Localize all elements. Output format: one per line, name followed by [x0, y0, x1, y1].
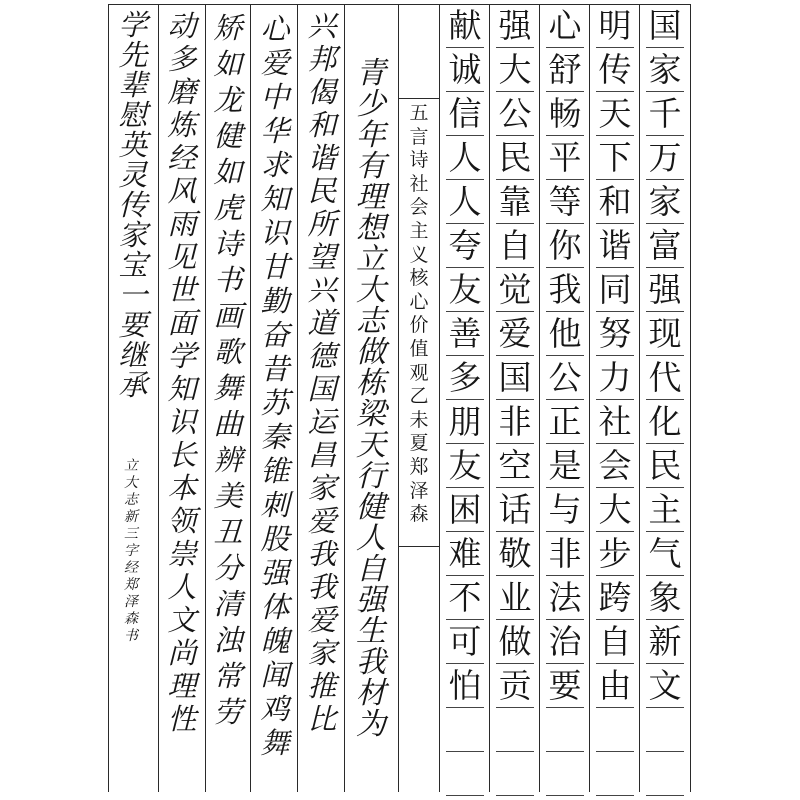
glyph: 心	[548, 6, 582, 45]
glyph: 跨	[598, 578, 632, 617]
grid-cell	[446, 708, 484, 752]
verse-column-1	[306, 10, 338, 736]
glyph: 爱	[307, 504, 337, 538]
glyph: 千	[648, 94, 682, 133]
glyph: 友	[448, 270, 482, 309]
poem-column-1	[646, 4, 684, 708]
glyph: 青	[356, 56, 386, 91]
glyph: 世	[167, 273, 197, 307]
glyph: 献	[448, 6, 482, 45]
column-rule	[297, 4, 298, 792]
glyph: 大	[124, 475, 138, 491]
glyph: 等	[548, 182, 582, 221]
glyph: 强	[648, 270, 682, 309]
glyph: 经	[167, 141, 197, 175]
glyph: 家	[307, 636, 337, 670]
glyph: 我	[307, 570, 337, 604]
glyph: 他	[548, 314, 582, 353]
glyph: 话	[498, 490, 532, 529]
glyph: 歌	[213, 335, 243, 369]
glyph: 和	[307, 108, 337, 142]
glyph: 锥	[260, 454, 290, 488]
glyph: 苏	[260, 386, 290, 420]
glyph: 自	[498, 226, 532, 265]
glyph: 刺	[260, 488, 290, 522]
glyph: 理	[356, 180, 386, 215]
glyph: 畅	[548, 94, 582, 133]
grid-line	[589, 4, 590, 792]
glyph: 知	[260, 182, 290, 216]
glyph: 我	[307, 537, 337, 571]
glyph: 谐	[598, 226, 632, 265]
glyph: 家	[648, 50, 682, 89]
glyph: 书	[124, 628, 138, 644]
glyph: 多	[167, 42, 197, 76]
glyph: 中	[260, 80, 290, 114]
glyph: 非	[498, 402, 532, 441]
glyph: 民	[307, 174, 337, 208]
glyph: 志	[356, 304, 386, 339]
grid-line	[639, 4, 640, 792]
glyph: 下	[598, 138, 632, 177]
glyph: 勤	[260, 284, 290, 318]
glyph: 不	[448, 578, 482, 617]
glyph: 德	[307, 339, 337, 373]
glyph: 求	[260, 148, 290, 182]
glyph: 字	[124, 543, 138, 559]
glyph: 魄	[260, 624, 290, 658]
grid-cell	[546, 708, 584, 752]
glyph: 是	[548, 446, 582, 485]
glyph: 年	[356, 118, 386, 153]
glyph: 怕	[448, 666, 482, 705]
glyph: 磨	[167, 75, 197, 109]
glyph: 大	[598, 490, 632, 529]
glyph: 爱	[498, 314, 532, 353]
glyph: 步	[598, 534, 632, 573]
glyph: 大	[356, 273, 386, 308]
glyph: 困	[448, 490, 482, 529]
glyph: 画	[213, 299, 243, 333]
glyph: 风	[167, 174, 197, 208]
glyph: 舒	[548, 50, 582, 89]
glyph: 人	[448, 182, 482, 221]
caption-line	[398, 98, 440, 99]
glyph: 我	[356, 645, 386, 680]
glyph: 经	[124, 560, 138, 576]
glyph: 治	[548, 622, 582, 661]
glyph: 五	[409, 102, 429, 124]
glyph: 觉	[498, 270, 532, 309]
glyph: 家	[648, 182, 682, 221]
glyph: 诗	[213, 227, 243, 261]
glyph: 常	[213, 659, 243, 693]
glyph: 主	[409, 219, 429, 242]
glyph: 为	[356, 707, 386, 742]
glyph: 识	[260, 216, 290, 250]
glyph: 与	[548, 490, 582, 529]
grid-cell	[496, 708, 534, 752]
glyph: 传	[118, 188, 148, 222]
glyph: 奋	[260, 318, 290, 352]
glyph: 丑	[213, 515, 243, 549]
signature	[122, 458, 140, 645]
glyph: 国	[498, 358, 532, 397]
glyph: 家	[307, 471, 337, 505]
glyph: 爱	[307, 603, 337, 637]
glyph: 见	[167, 240, 197, 274]
glyph: 公	[498, 94, 532, 133]
glyph: 先	[118, 38, 148, 72]
glyph: 尚	[167, 636, 197, 670]
column-rule	[250, 4, 251, 792]
grid-left-border	[398, 4, 399, 792]
column-rule	[158, 4, 159, 792]
glyph: 可	[448, 622, 482, 661]
glyph: 梁	[356, 397, 386, 432]
glyph: 信	[448, 94, 482, 133]
glyph: 灵	[118, 158, 148, 192]
glyph: 业	[498, 578, 532, 617]
glyph: 学	[118, 8, 148, 42]
glyph: 乙	[409, 385, 429, 408]
glyph: 大	[498, 50, 532, 89]
glyph: 道	[307, 306, 337, 340]
glyph: 多	[448, 358, 482, 397]
glyph: 秦	[260, 420, 290, 454]
glyph: 面	[167, 306, 197, 340]
verse-column-2	[259, 12, 291, 760]
glyph: 郑	[409, 455, 429, 478]
grid-cell	[496, 752, 534, 796]
glyph: 性	[167, 702, 197, 736]
glyph: 会	[409, 196, 429, 219]
glyph: 少	[356, 87, 386, 122]
glyph: 人	[167, 570, 197, 604]
glyph: 浊	[213, 623, 243, 657]
glyph: 由	[598, 666, 632, 705]
glyph: 昔	[260, 352, 290, 386]
glyph: 崇	[167, 537, 197, 571]
glyph: 法	[548, 578, 582, 617]
glyph: 望	[307, 240, 337, 274]
glyph: 化	[648, 402, 682, 441]
glyph: 万	[648, 138, 682, 177]
glyph: 昌	[307, 438, 337, 472]
glyph: 舞	[260, 726, 290, 760]
glyph: 清	[213, 587, 243, 621]
glyph: 郑	[124, 577, 138, 593]
glyph: 理	[167, 669, 197, 703]
glyph: 书	[213, 263, 243, 297]
left-border	[108, 4, 109, 792]
glyph: 善	[448, 314, 482, 353]
glyph: 社	[598, 402, 632, 441]
glyph: 自	[356, 552, 386, 587]
glyph: 贡	[498, 666, 532, 705]
glyph: 劳	[213, 695, 243, 729]
glyph: 天	[598, 94, 632, 133]
glyph: 公	[548, 358, 582, 397]
glyph: 慰	[118, 98, 148, 132]
glyph: 承	[118, 368, 148, 402]
glyph: 新	[648, 622, 682, 661]
glyph: 非	[548, 534, 582, 573]
column-rule	[205, 4, 206, 792]
glyph: 要	[118, 308, 148, 342]
column-rule	[344, 4, 345, 792]
glyph: 文	[167, 603, 197, 637]
glyph: 朋	[448, 402, 482, 441]
poem-column-4	[496, 4, 534, 708]
glyph: 国	[307, 372, 337, 406]
glyph: 爱	[260, 46, 290, 80]
glyph: 兴	[307, 9, 337, 43]
glyph: 同	[598, 270, 632, 309]
glyph: 核	[409, 267, 429, 290]
glyph: 人	[448, 138, 482, 177]
glyph: 敬	[498, 534, 532, 573]
glyph: 炼	[167, 108, 197, 142]
glyph: 泽	[409, 479, 429, 502]
grid-cell	[446, 752, 484, 796]
glyph: 股	[260, 522, 290, 556]
glyph: 所	[307, 207, 337, 241]
glyph: 舞	[213, 371, 243, 405]
poem-column-5	[446, 4, 484, 708]
glyph: 靠	[498, 182, 532, 221]
glyph: 言	[409, 125, 429, 148]
glyph: 诗	[409, 149, 429, 172]
caption-line	[398, 546, 440, 547]
glyph: 难	[448, 534, 482, 573]
glyph: 鸡	[260, 692, 290, 726]
glyph: 美	[213, 479, 243, 513]
glyph: 推	[307, 669, 337, 703]
poem-column-3	[546, 4, 584, 708]
glyph: 闻	[260, 658, 290, 692]
glyph: 继	[118, 338, 148, 372]
glyph: 主	[648, 490, 682, 529]
grid-cell	[596, 752, 634, 796]
glyph: 文	[648, 666, 682, 705]
glyph: 强	[356, 583, 386, 618]
glyph: 行	[356, 459, 386, 494]
grid-cell	[546, 752, 584, 796]
verse-column-4	[166, 10, 198, 736]
glyph: 生	[356, 614, 386, 649]
glyph: 如	[213, 155, 243, 189]
glyph: 辈	[118, 68, 148, 102]
glyph: 正	[548, 402, 582, 441]
glyph: 明	[598, 6, 632, 45]
glyph: 长	[167, 438, 197, 472]
glyph: 如	[213, 47, 243, 81]
grid-cell	[646, 752, 684, 796]
glyph: 象	[648, 578, 682, 617]
glyph: 学	[167, 339, 197, 373]
glyph: 泽	[124, 594, 138, 610]
glyph: 体	[260, 590, 290, 624]
verse-column-5	[117, 10, 149, 400]
glyph: 雨	[167, 207, 197, 241]
glyph: 民	[648, 446, 682, 485]
glyph: 和	[598, 182, 632, 221]
glyph: 想	[356, 211, 386, 246]
glyph: 义	[409, 243, 429, 266]
glyph: 兴	[307, 273, 337, 307]
glyph: 新	[124, 509, 138, 525]
glyph: 诚	[448, 50, 482, 89]
glyph: 空	[498, 446, 532, 485]
glyph: 天	[356, 428, 386, 463]
poem-column-2	[596, 4, 634, 708]
glyph: 做	[356, 335, 386, 370]
glyph: 三	[124, 526, 138, 542]
glyph: 动	[167, 9, 197, 43]
glyph: 曲	[213, 407, 243, 441]
glyph: 传	[598, 50, 632, 89]
glyph: 自	[598, 622, 632, 661]
glyph: 做	[498, 622, 532, 661]
glyph: 森	[409, 503, 429, 526]
glyph: 气	[648, 534, 682, 573]
glyph: 一	[118, 278, 148, 312]
glyph: 谐	[307, 141, 337, 175]
glyph: 代	[648, 358, 682, 397]
grid-line	[439, 4, 440, 792]
glyph: 人	[356, 521, 386, 556]
glyph: 健	[356, 490, 386, 525]
glyph: 甘	[260, 250, 290, 284]
glyph: 分	[213, 551, 243, 585]
glyph: 值	[409, 337, 429, 360]
glyph: 民	[498, 138, 532, 177]
glyph: 虎	[213, 191, 243, 225]
glyph: 现	[648, 314, 682, 353]
glyph: 心	[409, 290, 429, 313]
glyph: 辨	[213, 443, 243, 477]
verse-title-line	[355, 58, 387, 740]
glyph: 材	[356, 676, 386, 711]
glyph: 比	[307, 702, 337, 736]
glyph: 健	[213, 119, 243, 153]
glyph: 夸	[448, 226, 482, 265]
glyph: 友	[448, 446, 482, 485]
glyph: 观	[409, 361, 429, 384]
right-border	[690, 4, 691, 792]
glyph: 强	[498, 6, 532, 45]
glyph: 龙	[213, 83, 243, 117]
glyph: 知	[167, 372, 197, 406]
glyph: 森	[124, 611, 138, 627]
glyph: 夏	[409, 432, 429, 455]
glyph: 矫	[213, 11, 243, 45]
glyph: 英	[118, 128, 148, 162]
glyph: 富	[648, 226, 682, 265]
glyph: 你	[548, 226, 582, 265]
grid-cell	[596, 708, 634, 752]
glyph: 华	[260, 114, 290, 148]
glyph: 家	[118, 218, 148, 252]
poem-caption	[408, 102, 430, 527]
glyph: 识	[167, 405, 197, 439]
glyph: 运	[307, 405, 337, 439]
glyph: 本	[167, 471, 197, 505]
glyph: 力	[598, 358, 632, 397]
glyph: 未	[409, 408, 429, 431]
glyph: 栋	[356, 366, 386, 401]
grid-line	[489, 4, 490, 792]
glyph: 平	[548, 138, 582, 177]
glyph: 领	[167, 504, 197, 538]
glyph: 立	[124, 458, 138, 474]
glyph: 国	[648, 6, 682, 45]
glyph: 立	[356, 242, 386, 277]
grid-line	[539, 4, 540, 792]
glyph: 偈	[307, 75, 337, 109]
glyph: 社	[409, 172, 429, 195]
glyph: 努	[598, 314, 632, 353]
glyph: 价	[409, 314, 429, 337]
glyph: 会	[598, 446, 632, 485]
glyph: 有	[356, 149, 386, 184]
glyph: 宝	[118, 248, 148, 282]
glyph: 心	[260, 12, 290, 46]
grid-cell	[646, 708, 684, 752]
glyph: 我	[548, 270, 582, 309]
verse-column-3	[212, 10, 244, 730]
glyph: 强	[260, 556, 290, 590]
glyph: 要	[548, 666, 582, 705]
glyph: 志	[124, 492, 138, 508]
glyph: 邦	[307, 42, 337, 76]
